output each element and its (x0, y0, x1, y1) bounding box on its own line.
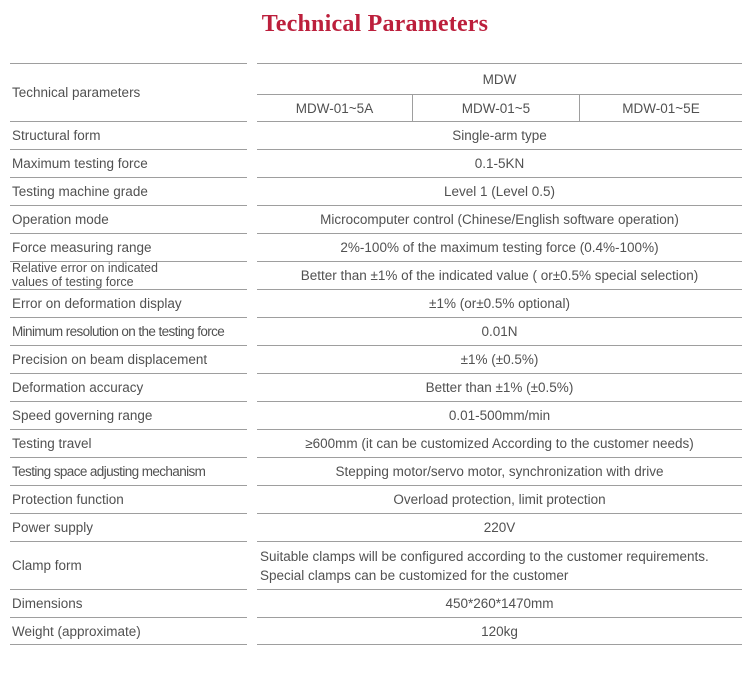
header-models-row (257, 94, 742, 121)
header-model-1: MDW-01~5A (295, 100, 374, 116)
row-label: Testing machine grade (10, 177, 247, 205)
row-label: Error on deformation display (10, 289, 247, 317)
table-row (10, 617, 742, 645)
row-label: Precision on beam displacement (10, 345, 247, 373)
row-label-line: Relative error on indicated (12, 261, 158, 275)
row-value: ±1% (or±0.5% optional) (257, 289, 742, 317)
row-label-line: values of testing force (12, 274, 134, 289)
table-row (10, 121, 742, 149)
row-label: Clamp form (10, 541, 247, 589)
row-value-line: Suitable clamps will be configured according to the customer requirements. (260, 548, 709, 564)
table-body (10, 121, 742, 645)
row-value: 2%-100% of the maximum testing force (0.4%-100%) (257, 233, 742, 261)
page-title: Technical Parameters (261, 11, 489, 37)
row-label: Testing travel (10, 429, 247, 457)
row-value: Overload protection, limit protection (257, 485, 742, 513)
table-header-row (10, 63, 742, 121)
row-label: Speed governing range (10, 401, 247, 429)
table-row (10, 149, 742, 177)
row-label: Operation mode (10, 205, 247, 233)
header-left-label: Technical parameters (10, 63, 247, 121)
row-label: Force measuring range (10, 233, 247, 261)
row-value: Single-arm type (257, 121, 742, 149)
row-value (257, 541, 742, 589)
header-model-2: MDW-01~5 (412, 95, 580, 121)
row-label: Structural form (10, 121, 247, 149)
row-value: Better than ±1% (±0.5%) (257, 373, 742, 401)
table-row (10, 541, 742, 589)
row-label: Dimensions (10, 589, 247, 617)
row-label: Protection function (10, 485, 247, 513)
header-model-group (257, 63, 742, 121)
table-row (10, 205, 742, 233)
row-label: Deformation accuracy (10, 373, 247, 401)
table-row (10, 177, 742, 205)
header-model-3: MDW-01~5E (622, 100, 700, 116)
row-value: ≥600mm (it can be customized According to the customer needs) (257, 429, 742, 457)
table-row (10, 485, 742, 513)
table-row (10, 373, 742, 401)
table-row (10, 401, 742, 429)
row-value: 450*260*1470mm (257, 589, 742, 617)
row-value: 0.01-500mm/min (257, 401, 742, 429)
table-row (10, 289, 742, 317)
technical-parameters-table (10, 63, 742, 645)
row-value: 0.1-5KN (257, 149, 742, 177)
table-row (10, 317, 742, 345)
row-label: Minimum resolution on the testing force (10, 317, 247, 345)
table-row (10, 429, 742, 457)
table-row (10, 589, 742, 617)
row-value: ±1% (±0.5%) (257, 345, 742, 373)
row-label: Maximum testing force (10, 149, 247, 177)
row-label: Weight (approximate) (10, 617, 247, 645)
row-value-line: Special clamps can be customized for the customer (260, 567, 569, 583)
table-row (10, 261, 742, 289)
table-row (10, 345, 742, 373)
header-group-label: MDW (257, 63, 742, 94)
table-row (10, 457, 742, 485)
row-value: 120kg (257, 617, 742, 645)
row-value: Level 1 (Level 0.5) (257, 177, 742, 205)
row-value: 0.01N (257, 317, 742, 345)
table-row (10, 513, 742, 541)
row-label: Power supply (10, 513, 247, 541)
row-value: Better than ±1% of the indicated value ( or±0.5% special selection) (257, 261, 742, 289)
row-value: Microcomputer control (Chinese/English software operation) (257, 205, 742, 233)
table-row (10, 233, 742, 261)
row-value: Stepping motor/servo motor, synchronization with drive (257, 457, 742, 485)
row-label (10, 261, 247, 289)
row-label: Testing space adjusting mechanism (10, 457, 247, 485)
row-value: 220V (257, 513, 742, 541)
